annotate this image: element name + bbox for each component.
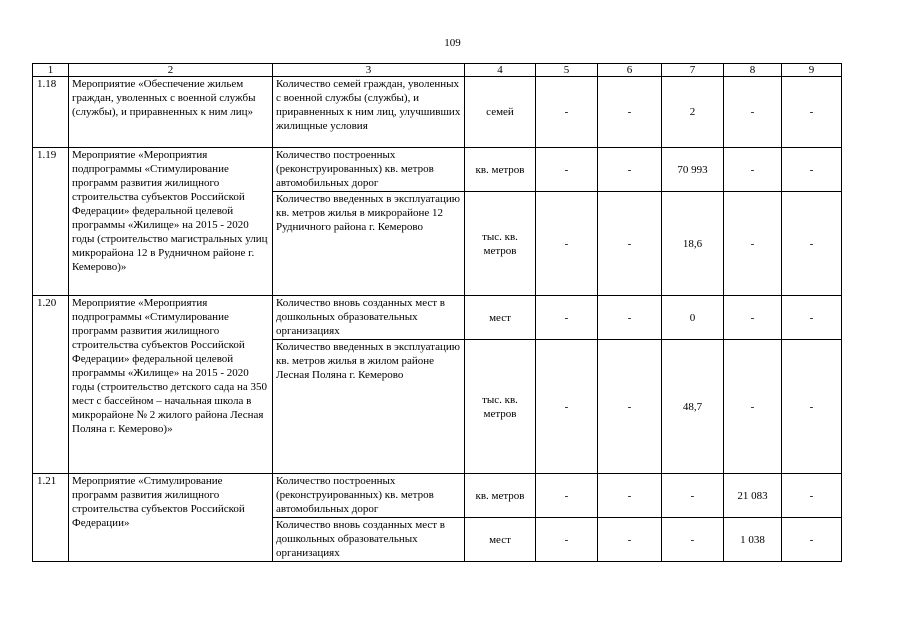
value-col6: -: [598, 296, 662, 340]
header-cell: 3: [273, 64, 465, 77]
row-id: 1.20: [33, 296, 69, 474]
event-title: Мероприятие «Мероприятия подпрограммы «Стимулирование программ развития жилищного строительства субъектов Российской Федерации» федеральной целевой программы «Жилище» на 2015 - 2020 годы (строительство детского сада на 350 мест с бассейном – начальная школа в микрорайоне № 2 жилого района Лесная Поляна г. Кемерово)»: [69, 296, 273, 474]
row-id: 1.21: [33, 474, 69, 562]
indicator-name: Количество введенных в эксплуатацию кв. метров жилья в жилом районе Лесная Поляна г. Кемерово: [273, 340, 465, 474]
value-col7: -: [662, 474, 724, 518]
indicator-unit: мест: [465, 296, 536, 340]
table-row: [33, 148, 842, 192]
header-cell: 6: [598, 64, 662, 77]
value-col8: 1 038: [724, 518, 782, 562]
header-cell: 9: [782, 64, 842, 77]
event-title: Мероприятие «Мероприятия подпрограммы «Стимулирование программ развития жилищного строительства субъектов Российской Федерации» федеральной целевой программы «Жилище» на 2015 - 2020 годы (строительство магистральных улиц микрорайона 12 в Рудничном районе г. Кемерово)»: [69, 148, 273, 296]
value-col7: 0: [662, 296, 724, 340]
value-col9: -: [782, 192, 842, 296]
value-col8: -: [724, 77, 782, 148]
table-row: [33, 474, 842, 518]
event-title: Мероприятие «Обеспечение жильем граждан, уволенных с военной службы (службы), и приравненных к ним лиц»: [69, 77, 273, 148]
value-col6: -: [598, 148, 662, 192]
indicator-unit: кв. метров: [465, 148, 536, 192]
header-row: [33, 64, 842, 77]
indicator-name: Количество семей граждан, уволенных с военной службы (службы), и приравненных к ним лиц, улучшивших жилищные условия: [273, 77, 465, 148]
value-col6: -: [598, 77, 662, 148]
value-col5: -: [536, 192, 598, 296]
indicator-unit: семей: [465, 77, 536, 148]
value-col7: -: [662, 518, 724, 562]
value-col7: 18,6: [662, 192, 724, 296]
table-row: [33, 296, 842, 340]
value-col7: 70 993: [662, 148, 724, 192]
header-cell: 1: [33, 64, 69, 77]
value-col6: -: [598, 474, 662, 518]
value-col9: -: [782, 296, 842, 340]
value-col7: 2: [662, 77, 724, 148]
value-col8: -: [724, 192, 782, 296]
page-number: 109: [444, 37, 461, 49]
value-col8: -: [724, 148, 782, 192]
indicator-name: Количество построенных (реконструированных) кв. метров автомобильных дорог: [273, 474, 465, 518]
row-id: 1.19: [33, 148, 69, 296]
header-cell: 2: [69, 64, 273, 77]
header-cell: 4: [465, 64, 536, 77]
value-col5: -: [536, 474, 598, 518]
indicator-unit: кв. метров: [465, 474, 536, 518]
value-col8: -: [724, 340, 782, 474]
table-row: [33, 77, 842, 148]
value-col8: -: [724, 296, 782, 340]
indicators-table: [32, 63, 842, 562]
value-col5: -: [536, 77, 598, 148]
value-col8: 21 083: [724, 474, 782, 518]
indicator-name: Количество вновь созданных мест в дошкольных образовательных организациях: [273, 518, 465, 562]
value-col5: -: [536, 148, 598, 192]
value-col6: -: [598, 518, 662, 562]
value-col9: -: [782, 77, 842, 148]
value-col9: -: [782, 340, 842, 474]
value-col6: -: [598, 192, 662, 296]
indicator-name: Количество вновь созданных мест в дошкольных образовательных организациях: [273, 296, 465, 340]
value-col9: -: [782, 518, 842, 562]
value-col7: 48,7: [662, 340, 724, 474]
value-col5: -: [536, 340, 598, 474]
indicator-unit: тыс. кв. метров: [465, 340, 536, 474]
row-id: 1.18: [33, 77, 69, 148]
value-col5: -: [536, 296, 598, 340]
value-col9: -: [782, 474, 842, 518]
indicator-name: Количество построенных (реконструированных) кв. метров автомобильных дорог: [273, 148, 465, 192]
header-cell: 5: [536, 64, 598, 77]
indicator-unit: тыс. кв. метров: [465, 192, 536, 296]
value-col9: -: [782, 148, 842, 192]
header-cell: 7: [662, 64, 724, 77]
indicator-name: Количество введенных в эксплуатацию кв. метров жилья в микрорайоне 12 Рудничного района г. Кемерово: [273, 192, 465, 296]
value-col5: -: [536, 518, 598, 562]
value-col6: -: [598, 340, 662, 474]
header-cell: 8: [724, 64, 782, 77]
indicator-unit: мест: [465, 518, 536, 562]
event-title: Мероприятие «Стимулирование программ развития жилищного строительства субъектов Российской Федерации»: [69, 474, 273, 562]
